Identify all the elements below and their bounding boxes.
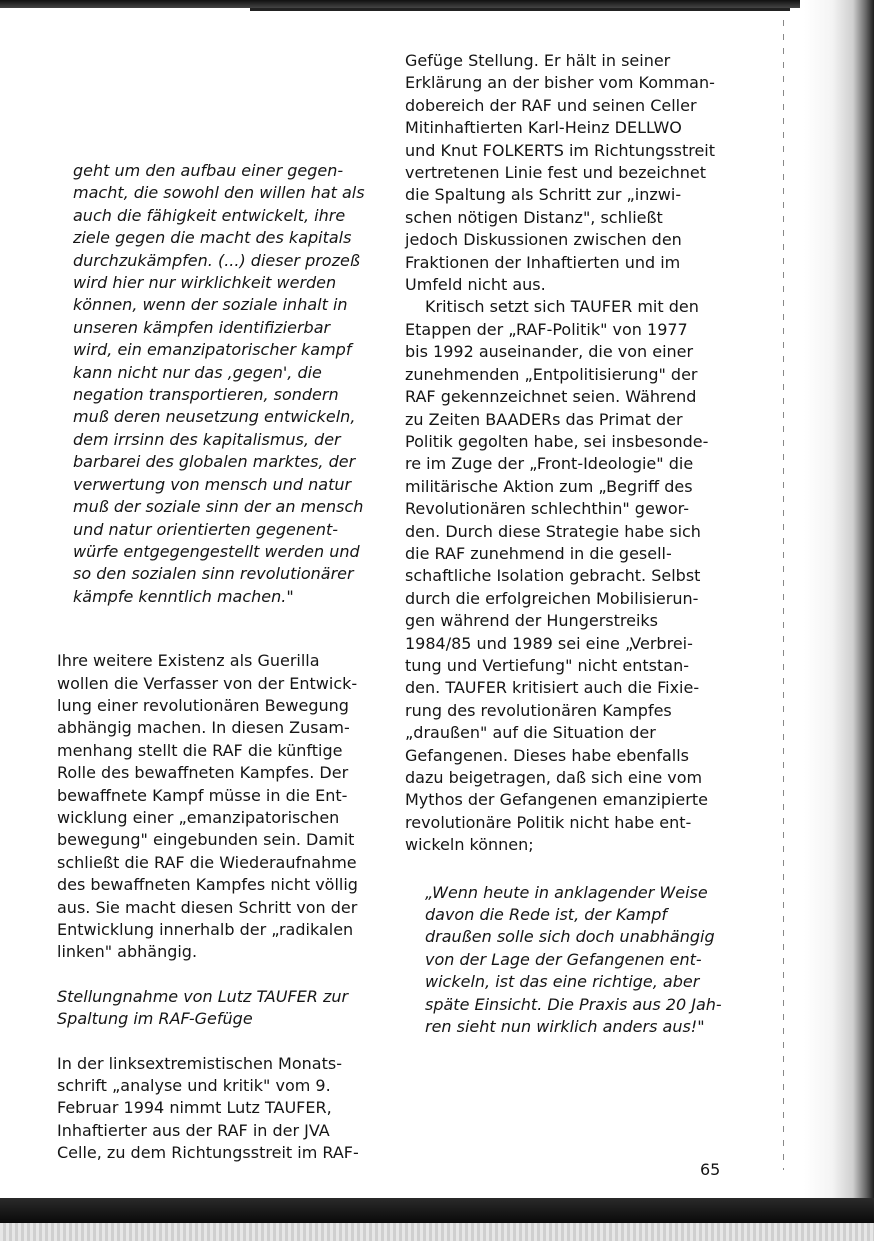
scan-bottom-border: [0, 1198, 874, 1223]
quote-line: von der Lage der Gefangenen ent-: [425, 949, 702, 969]
quote-line: barbarei des globalen marktes, der: [73, 452, 356, 472]
text-line: den. Durch diese Strategie habe sich: [405, 521, 701, 541]
text-line: linken" abhängig.: [57, 942, 198, 962]
left-column: [57, 160, 377, 1165]
text-line: Rolle des bewaffneten Kampfes. Der: [57, 763, 349, 783]
right-paragraph-2: [405, 296, 725, 856]
right-quote-block: [425, 882, 725, 1039]
quote-line: macht, die sowohl den willen hat als: [73, 183, 365, 203]
text-line: Gefangenen. Dieses habe ebenfalls: [405, 745, 690, 765]
text-line: Politik gegolten habe, sei insbesonde-: [405, 431, 709, 451]
text-line: zu Zeiten BAADERs das Primat der: [405, 409, 683, 429]
text-line: „draußen" auf die Situation der: [405, 723, 656, 743]
text-line: bewaffnete Kampf müsse in die Ent-: [57, 785, 348, 805]
text-line: Entwicklung innerhalb der „radikalen: [57, 920, 354, 939]
scan-top-border-thin: [250, 8, 790, 11]
text-line: menhang stellt die RAF die künftige: [57, 740, 343, 760]
text-line: wicklung einer „emanzipatorischen: [57, 807, 340, 827]
text-line: re im Zuge der „Front-Ideologie" die: [405, 454, 694, 474]
text-line: Erklärung an der bisher vom Komman-: [405, 73, 715, 93]
scan-right-edge-shadow: [804, 0, 874, 1241]
text-line: revolutionäre Politik nicht habe ent-: [405, 812, 692, 832]
left-final-paragraph: [57, 1053, 377, 1165]
quote-line: ziele gegen die macht des kapitals: [73, 228, 352, 248]
spacer: [57, 608, 377, 650]
spacer: [57, 1031, 377, 1053]
text-line: und Knut FOLKERTS im Richtungsstreit: [405, 140, 715, 160]
quote-line: negation transportieren, sondern: [73, 385, 339, 405]
heading-line: Stellungnahme von Lutz TAUFER zur: [57, 986, 349, 1006]
text-line: tung und Vertiefung" nicht entstan-: [405, 655, 689, 675]
text-line: RAF gekennzeichnet seien. Während: [405, 387, 697, 407]
text-line: wollen die Verfasser von der Entwick-: [57, 673, 358, 693]
quote-line: muß deren neusetzung entwickeln,: [73, 407, 356, 427]
text-line: zunehmenden „Entpolitisierung" der: [405, 364, 698, 384]
quote-line: dem irrsinn des kapitalismus, der: [73, 429, 341, 449]
text-line: den. TAUFER kritisiert auch die Fixie-: [405, 678, 700, 698]
text-line: schließt die RAF die Wiederaufnahme: [57, 852, 357, 872]
scan-top-border: [0, 0, 800, 8]
text-line: Gefüge Stellung. Er hält in seiner: [405, 51, 671, 70]
quote-line: und natur orientierten gegenent-: [73, 519, 338, 539]
text-line: Inhaftierter aus der RAF in der JVA: [57, 1120, 330, 1140]
text-line: Revolutionären schlechthin" gewor-: [405, 499, 689, 519]
text-line: des bewaffneten Kampfes nicht völlig: [57, 875, 358, 895]
text-line: schen nötigen Distanz", schließt: [405, 207, 663, 227]
quote-line: kämpfe kenntlich machen.": [73, 586, 294, 606]
text-line: Mythos der Gefangenen emanzipierte: [405, 790, 708, 810]
quote-line: können, wenn der soziale inhalt in: [73, 295, 348, 315]
quote-line: unseren kämpfen identifizierbar: [73, 317, 331, 337]
text-line: militärische Aktion zum „Begriff des: [405, 476, 693, 496]
text-line: Fraktionen der Inhaftierten und im: [405, 252, 681, 272]
quote-line: davon die Rede ist, der Kampf: [425, 905, 668, 925]
quote-line: wird hier nur wirklichkeit werden: [73, 273, 337, 293]
text-line: die RAF zunehmend in die gesell-: [405, 543, 672, 563]
scan-right-edge-rule: [783, 20, 784, 1170]
text-line: die Spaltung als Schritt zur „inzwi-: [405, 185, 682, 205]
heading-line: Spaltung im RAF-Gefüge: [57, 1009, 253, 1029]
text-line: bis 1992 auseinander, die von einer: [405, 342, 694, 362]
text-line: Etappen der „RAF-Politik" von 1977: [405, 319, 688, 339]
spacer: [405, 857, 725, 882]
quote-line: „Wenn heute in anklagender Weise: [425, 882, 708, 902]
text-line: schaftliche Isolation gebracht. Selbst: [405, 566, 701, 586]
text-line: dobereich der RAF und seinen Celler: [405, 95, 697, 115]
text-line: Umfeld nicht aus.: [405, 275, 546, 295]
left-quote-block: [73, 160, 377, 608]
text-line: dazu beigetragen, daß sich eine vom: [405, 768, 703, 787]
text-line: gen während der Hungerstreiks: [405, 611, 658, 631]
text-line: rung des revolutionären Kampfes: [405, 700, 672, 720]
text-line: Februar 1994 nimmt Lutz TAUFER,: [57, 1098, 332, 1118]
quote-line: durchzukämpfen. (...) dieser prozeß: [73, 250, 360, 270]
text-line: jedoch Diskussionen zwischen den: [405, 230, 682, 250]
quote-line: würfe entgegengestellt werden und: [73, 541, 360, 561]
text-line: bewegung" eingebunden sein. Damit: [57, 830, 355, 850]
right-column: [405, 50, 725, 1038]
quote-line: verwertung von mensch und natur: [73, 474, 352, 494]
text-line: durch die erfolgreichen Mobilisierun-: [405, 588, 699, 608]
section-heading: [57, 986, 377, 1031]
quote-line: späte Einsicht. Die Praxis aus 20 Jah-: [425, 994, 722, 1014]
quote-line: kann nicht nur das ‚gegen', die: [73, 362, 322, 382]
right-paragraph-1: [405, 50, 725, 296]
quote-line: draußen solle sich doch unabhängig: [425, 927, 715, 947]
text-line: Kritisch setzt sich TAUFER mit den: [425, 297, 699, 317]
quote-line: muß der soziale sinn der an mensch: [73, 497, 364, 517]
page-number: 65: [700, 1160, 721, 1179]
text-line: aus. Sie macht diesen Schritt von der: [57, 897, 358, 917]
quote-line: wickeln, ist das eine richtige, aber: [425, 972, 700, 992]
text-line: lung einer revolutionären Bewegung: [57, 695, 349, 715]
quote-line: wird, ein emanzipatorischer kampf: [73, 340, 352, 360]
text-line: Ihre weitere Existenz als Guerilla: [57, 651, 320, 671]
text-line: Mitinhaftierten Karl-Heinz DELLWO: [405, 118, 682, 138]
text-line: wickeln können;: [405, 835, 534, 855]
text-line: Celle, zu dem Richtungsstreit im RAF-: [57, 1143, 359, 1163]
scan-bottom-noise: [0, 1223, 874, 1241]
spacer: [57, 964, 377, 986]
quote-line: so den sozialen sinn revolutionärer: [73, 564, 354, 584]
text-line: 1984/85 und 1989 sei eine „Verbrei-: [405, 633, 693, 653]
text-line: vertretenen Linie fest und bezeichnet: [405, 163, 707, 183]
quote-line: ren sieht nun wirklich anders aus!": [425, 1017, 705, 1037]
quote-line: geht um den aufbau einer gegen-: [73, 161, 344, 180]
text-line: In der linksextremistischen Monats-: [57, 1053, 342, 1073]
left-paragraph: [57, 650, 377, 964]
text-line: schrift „analyse und kritik" vom 9.: [57, 1076, 331, 1096]
text-line: abhängig machen. In diesen Zusam-: [57, 718, 350, 738]
quote-line: auch die fähigkeit entwickelt, ihre: [73, 205, 346, 225]
